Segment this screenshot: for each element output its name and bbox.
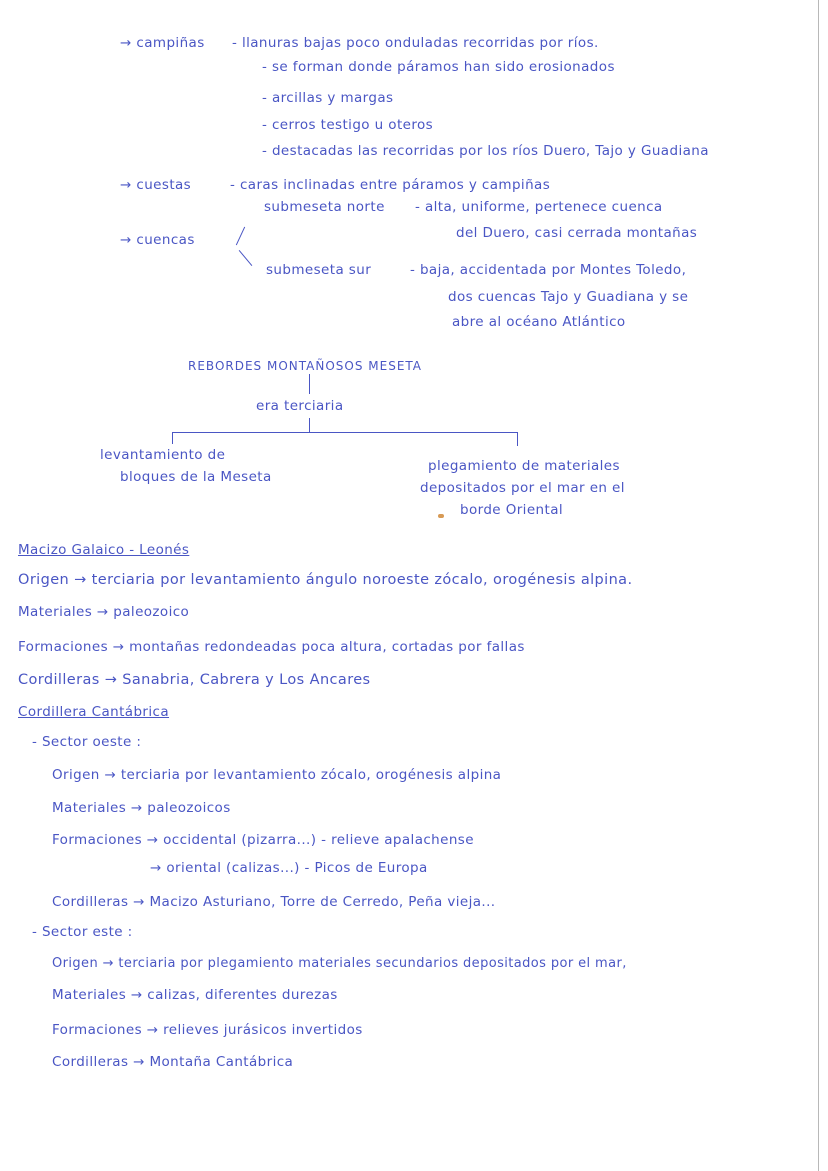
sur-label: submeseta sur — [266, 262, 372, 278]
oeste-line: → oriental (calizas...) - Picos de Europa — [150, 860, 428, 876]
diagram-right: depositados por el mar en el — [420, 480, 625, 496]
diagram-right: plegamiento de materiales — [428, 458, 620, 474]
branch-line — [236, 227, 245, 246]
campinas-line: - cerros testigo u oteros — [262, 117, 434, 133]
sector-este-label: - Sector este : — [32, 924, 133, 940]
campinas-label: → campiñas — [120, 35, 205, 51]
norte-label: submeseta norte — [264, 199, 385, 215]
sur-line: dos cuencas Tajo y Guadiana y se — [448, 289, 689, 305]
macizo-line: Formaciones → montañas redondeadas poca altura, cortadas por fallas — [18, 639, 525, 655]
diagram-middle: era terciaria — [256, 398, 344, 414]
cantabrica-heading: Cordillera Cantábrica — [18, 704, 170, 720]
diagram-right: borde Oriental — [460, 502, 564, 518]
cuestas-line: - caras inclinadas entre páramos y campiñas — [230, 177, 551, 193]
sur-line: abre al océano Atlántico — [452, 314, 626, 330]
oeste-line: Origen → terciaria por levantamiento zócalo, orogénesis alpina — [52, 767, 502, 783]
norte-line: - alta, uniforme, pertenece cuenca — [415, 199, 663, 215]
diagram-connector — [309, 418, 310, 432]
este-line: Cordilleras → Montaña Cantábrica — [52, 1054, 294, 1070]
cuestas-label: → cuestas — [120, 177, 192, 193]
diagram-bracket — [517, 432, 518, 446]
este-line: Formaciones → relieves jurásicos invertidos — [52, 1022, 363, 1038]
oeste-line: Cordilleras → Macizo Asturiano, Torre de Cerredo, Peña vieja... — [52, 894, 496, 910]
diagram-left: levantamiento de — [100, 447, 226, 463]
diagram-title: REBORDES MONTAÑOSOS MESETA — [188, 359, 423, 373]
diagram-bracket — [172, 432, 518, 433]
diagram-left: bloques de la Meseta — [120, 469, 272, 485]
macizo-line: Origen → terciaria por levantamiento ángulo noroeste zócalo, orogénesis alpina. — [18, 572, 633, 588]
este-line: Origen → terciaria por plegamiento materiales secundarios depositados por el mar, — [52, 956, 627, 971]
page-edge — [818, 0, 819, 1171]
diagram-bracket — [172, 432, 173, 444]
norte-line: del Duero, casi cerrada montañas — [456, 225, 698, 241]
diagram-connector — [309, 374, 310, 394]
campinas-line: - se forman donde páramos han sido erosionados — [262, 59, 615, 75]
branch-line — [239, 250, 253, 266]
sector-oeste-label: - Sector oeste : — [32, 734, 142, 750]
este-line: Materiales → calizas, diferentes durezas — [52, 987, 338, 1003]
campinas-line: - llanuras bajas poco onduladas recorridas por ríos. — [232, 35, 599, 51]
cuencas-label: → cuencas — [120, 232, 195, 248]
oeste-line: Formaciones → occidental (pizarra...) - relieve apalachense — [52, 832, 474, 848]
oeste-line: Materiales → paleozoicos — [52, 800, 231, 816]
sur-line: - baja, accidentada por Montes Toledo, — [410, 262, 687, 278]
campinas-line: - destacadas las recorridas por los ríos Duero, Tajo y Guadiana — [262, 143, 709, 159]
ink-smudge — [438, 514, 444, 518]
campinas-line: - arcillas y margas — [262, 90, 394, 106]
macizo-heading: Macizo Galaico - Leonés — [18, 542, 190, 558]
macizo-line: Materiales → paleozoico — [18, 604, 190, 620]
macizo-line: Cordilleras → Sanabria, Cabrera y Los Ancares — [18, 672, 371, 688]
